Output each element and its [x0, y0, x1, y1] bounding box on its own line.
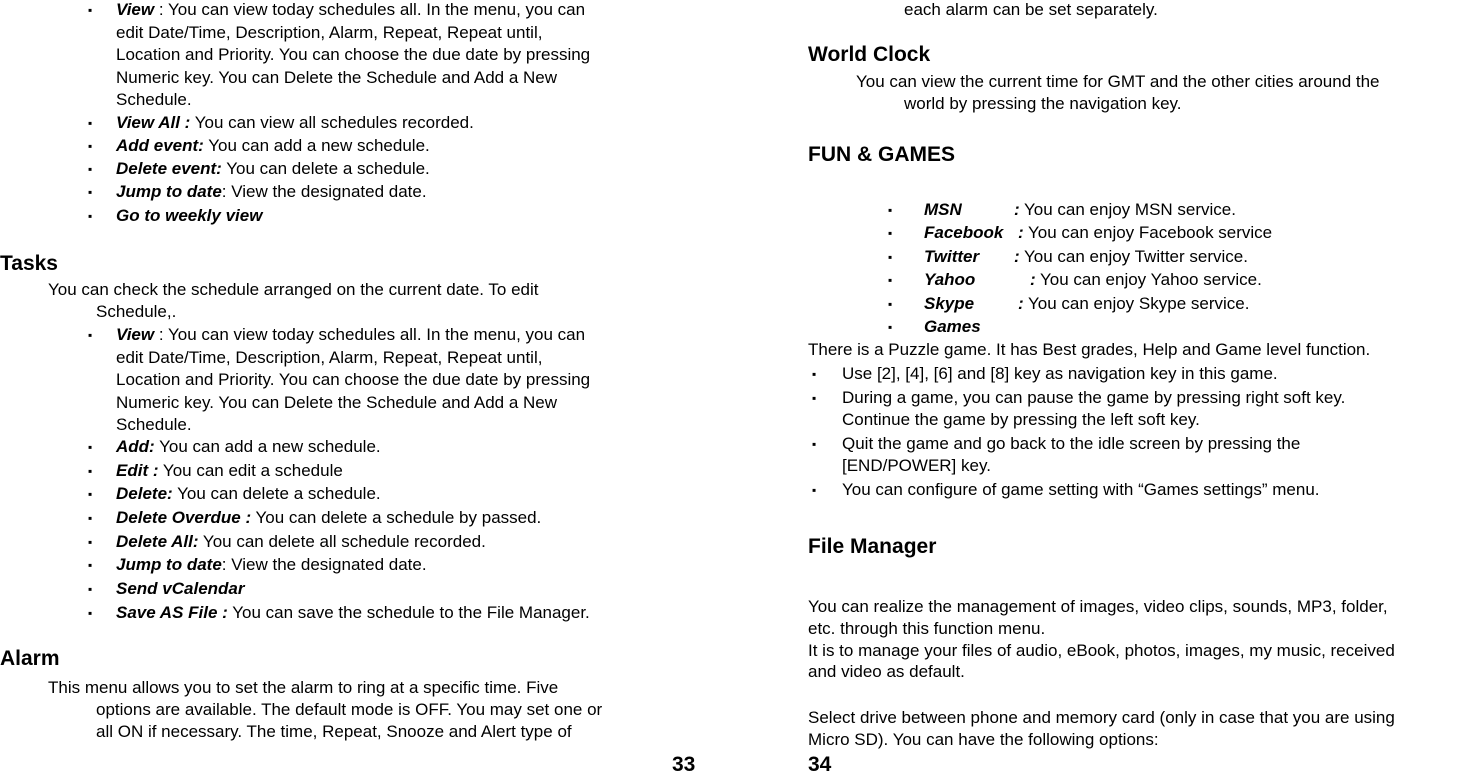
list-item: [116, 530, 486, 553]
item-text: You can view all schedules recorded.: [190, 113, 474, 132]
alarm-continued: each alarm can be set separately.: [904, 0, 1158, 19]
item-text: You can add a new schedule.: [154, 437, 381, 456]
list-item: [116, 553, 427, 576]
item-text: You can delete a schedule.: [172, 484, 381, 503]
item-text: You can edit a schedule: [158, 461, 343, 480]
item-text: Location and Priority. You can choose the due date by pressing: [116, 45, 591, 64]
item-term: Skype: [924, 294, 975, 313]
item-text: You can enjoy Yahoo service.: [1040, 270, 1262, 289]
item-text: Location and Priority. You can choose the due date by pressing: [116, 370, 591, 389]
item-text: Numeric key. You can Delete the Schedule and Add a New: [116, 68, 558, 87]
bullet: ▪: [88, 582, 93, 596]
list-item: [116, 157, 430, 180]
item-term: Delete Overdue :: [116, 508, 252, 527]
item-term: Edit :: [116, 461, 159, 480]
bullet: ▪: [88, 464, 93, 478]
bullet: ▪: [88, 139, 93, 153]
item-separator: :: [1014, 247, 1020, 266]
list-item: [116, 204, 262, 227]
item-text: Schedule.: [116, 415, 192, 434]
list-item: [116, 134, 430, 157]
item-text: You can delete all schedule recorded.: [198, 532, 486, 551]
item-term: Facebook: [924, 223, 1004, 242]
file-manager-text: You can realize the management of images, video clips, sounds, MP3, folder,: [808, 597, 1388, 616]
file-manager-text: and video as default.: [808, 662, 965, 681]
list-item: You can configure of game setting with “Games settings” menu.: [842, 480, 1320, 499]
item-term: Add:: [116, 437, 155, 456]
list-item: [924, 198, 1236, 221]
bullet: ▪: [888, 226, 893, 240]
file-manager-text: It is to manage your files of audio, eBook, photos, images, my music, received: [808, 641, 1395, 660]
bullet: ▪: [88, 535, 93, 549]
bullet: ▪: [88, 209, 93, 223]
item-term: Delete event:: [116, 159, 222, 178]
alarm-heading: Alarm: [0, 647, 60, 670]
item-separator: :: [1014, 200, 1020, 219]
tasks-heading: Tasks: [0, 252, 58, 275]
item-term: Delete All:: [116, 532, 199, 551]
list-item: Use [2], [4], [6] and [8] key as navigation key in this game.: [842, 364, 1278, 383]
list-item: [116, 601, 590, 624]
item-text: You can enjoy Twitter service.: [1024, 247, 1248, 266]
list-item: [924, 245, 1248, 268]
puzzle-intro: There is a Puzzle game. It has Best grades, Help and Game level function.: [808, 340, 1371, 359]
item-term: Send vCalendar: [116, 579, 245, 598]
file-manager-text: Micro SD). You can have the following options:: [808, 730, 1159, 749]
page-number: 33: [672, 753, 696, 776]
bullet: ▪: [888, 320, 893, 334]
file-manager-text: Select drive between phone and memory card (only in case that you are using: [808, 708, 1395, 727]
bullet: ▪: [812, 437, 817, 451]
item-text: You can enjoy MSN service.: [1024, 200, 1236, 219]
alarm-text: all ON if necessary. The time, Repeat, Snooze and Alert type of: [96, 722, 572, 741]
item-term: Jump to date: [116, 555, 222, 574]
bullet: ▪: [88, 440, 93, 454]
list-item: [116, 459, 343, 482]
item-separator: :: [1018, 223, 1024, 242]
item-term: Jump to date: [116, 182, 222, 201]
item-text: : You can view today schedules all. In the menu, you can: [154, 0, 586, 19]
item-text: You can add a new schedule.: [203, 136, 430, 155]
world-clock-text: world by pressing the navigation key.: [904, 94, 1182, 113]
list-item: [116, 506, 541, 529]
bullet: ▪: [88, 162, 93, 176]
list-item: [924, 315, 981, 338]
item-text: edit Date/Time, Description, Alarm, Repeat, Repeat until,: [116, 23, 543, 42]
bullet: ▪: [812, 483, 817, 497]
item-text: You can delete a schedule.: [221, 159, 430, 178]
file-manager-text: etc. through this function menu.: [808, 619, 1046, 638]
page-number: 34: [808, 753, 832, 776]
list-item: Quit the game and go back to the idle screen by pressing the: [842, 434, 1301, 453]
list-item: [116, 482, 381, 505]
bullet: ▪: [88, 328, 93, 342]
file-manager-heading: File Manager: [808, 535, 937, 558]
bullet: ▪: [88, 116, 93, 130]
fun-games-heading: FUN & GAMES: [808, 143, 955, 166]
bullet: ▪: [88, 558, 93, 572]
bullet: ▪: [88, 3, 93, 17]
world-clock-heading: World Clock: [808, 43, 931, 66]
list-item: [116, 111, 474, 134]
item-text: : You can view today schedules all. In the menu, you can: [154, 325, 586, 344]
list-item: Continue the game by pressing the left soft key.: [842, 410, 1200, 429]
list-item: During a game, you can pause the game by pressing right soft key.: [842, 388, 1346, 407]
item-term: MSN: [924, 200, 962, 219]
list-item: [116, 577, 245, 600]
list-item: [924, 221, 1273, 244]
bullet: ▪: [888, 273, 893, 287]
item-text: edit Date/Time, Description, Alarm, Repeat, Repeat until,: [116, 348, 543, 367]
tasks-intro: You can check the schedule arranged on the current date. To edit: [48, 280, 539, 299]
bullet: ▪: [88, 511, 93, 525]
alarm-text: options are available. The default mode is OFF. You may set one or: [96, 700, 603, 719]
list-item: [116, 435, 381, 458]
item-text: You can enjoy Facebook service: [1028, 223, 1273, 242]
bullet: ▪: [812, 391, 817, 405]
bullet: ▪: [88, 606, 93, 620]
item-text: : View the designated date.: [221, 555, 427, 574]
bullet: ▪: [888, 250, 893, 264]
bullet: ▪: [88, 185, 93, 199]
item-term: View: [116, 0, 155, 19]
item-text: : View the designated date.: [221, 182, 427, 201]
item-term: Save AS File :: [116, 603, 228, 622]
list-item: [924, 268, 1262, 291]
list-item: [END/POWER] key.: [842, 456, 991, 475]
item-text: You can enjoy Skype service.: [1028, 294, 1250, 313]
list-item: [924, 292, 1250, 315]
item-separator: :: [1018, 294, 1024, 313]
item-term: Twitter: [924, 247, 980, 266]
item-text: Schedule.: [116, 90, 192, 109]
item-term: View: [116, 325, 155, 344]
bullet: ▪: [888, 297, 893, 311]
item-line: [116, 323, 585, 346]
item-text: You can save the schedule to the File Manager.: [227, 603, 590, 622]
item-term: Yahoo: [924, 270, 976, 289]
item-separator: :: [1030, 270, 1036, 289]
item-term: Delete:: [116, 484, 173, 503]
bullet: ▪: [88, 487, 93, 501]
list-item: [116, 180, 427, 203]
bullet: ▪: [888, 203, 893, 217]
item-text: Numeric key. You can Delete the Schedule and Add a New: [116, 393, 558, 412]
alarm-text: This menu allows you to set the alarm to ring at a specific time. Five: [48, 678, 559, 697]
item-term: Add event:: [116, 136, 204, 155]
item-term: View All :: [116, 113, 191, 132]
item-term: Go to weekly view: [116, 206, 263, 225]
bullet: ▪: [812, 367, 817, 381]
tasks-intro: Schedule,.: [96, 302, 177, 321]
item-term: Games: [924, 317, 981, 336]
item-text: You can delete a schedule by passed.: [251, 508, 542, 527]
world-clock-text: You can view the current time for GMT and the other cities around the: [856, 72, 1380, 91]
